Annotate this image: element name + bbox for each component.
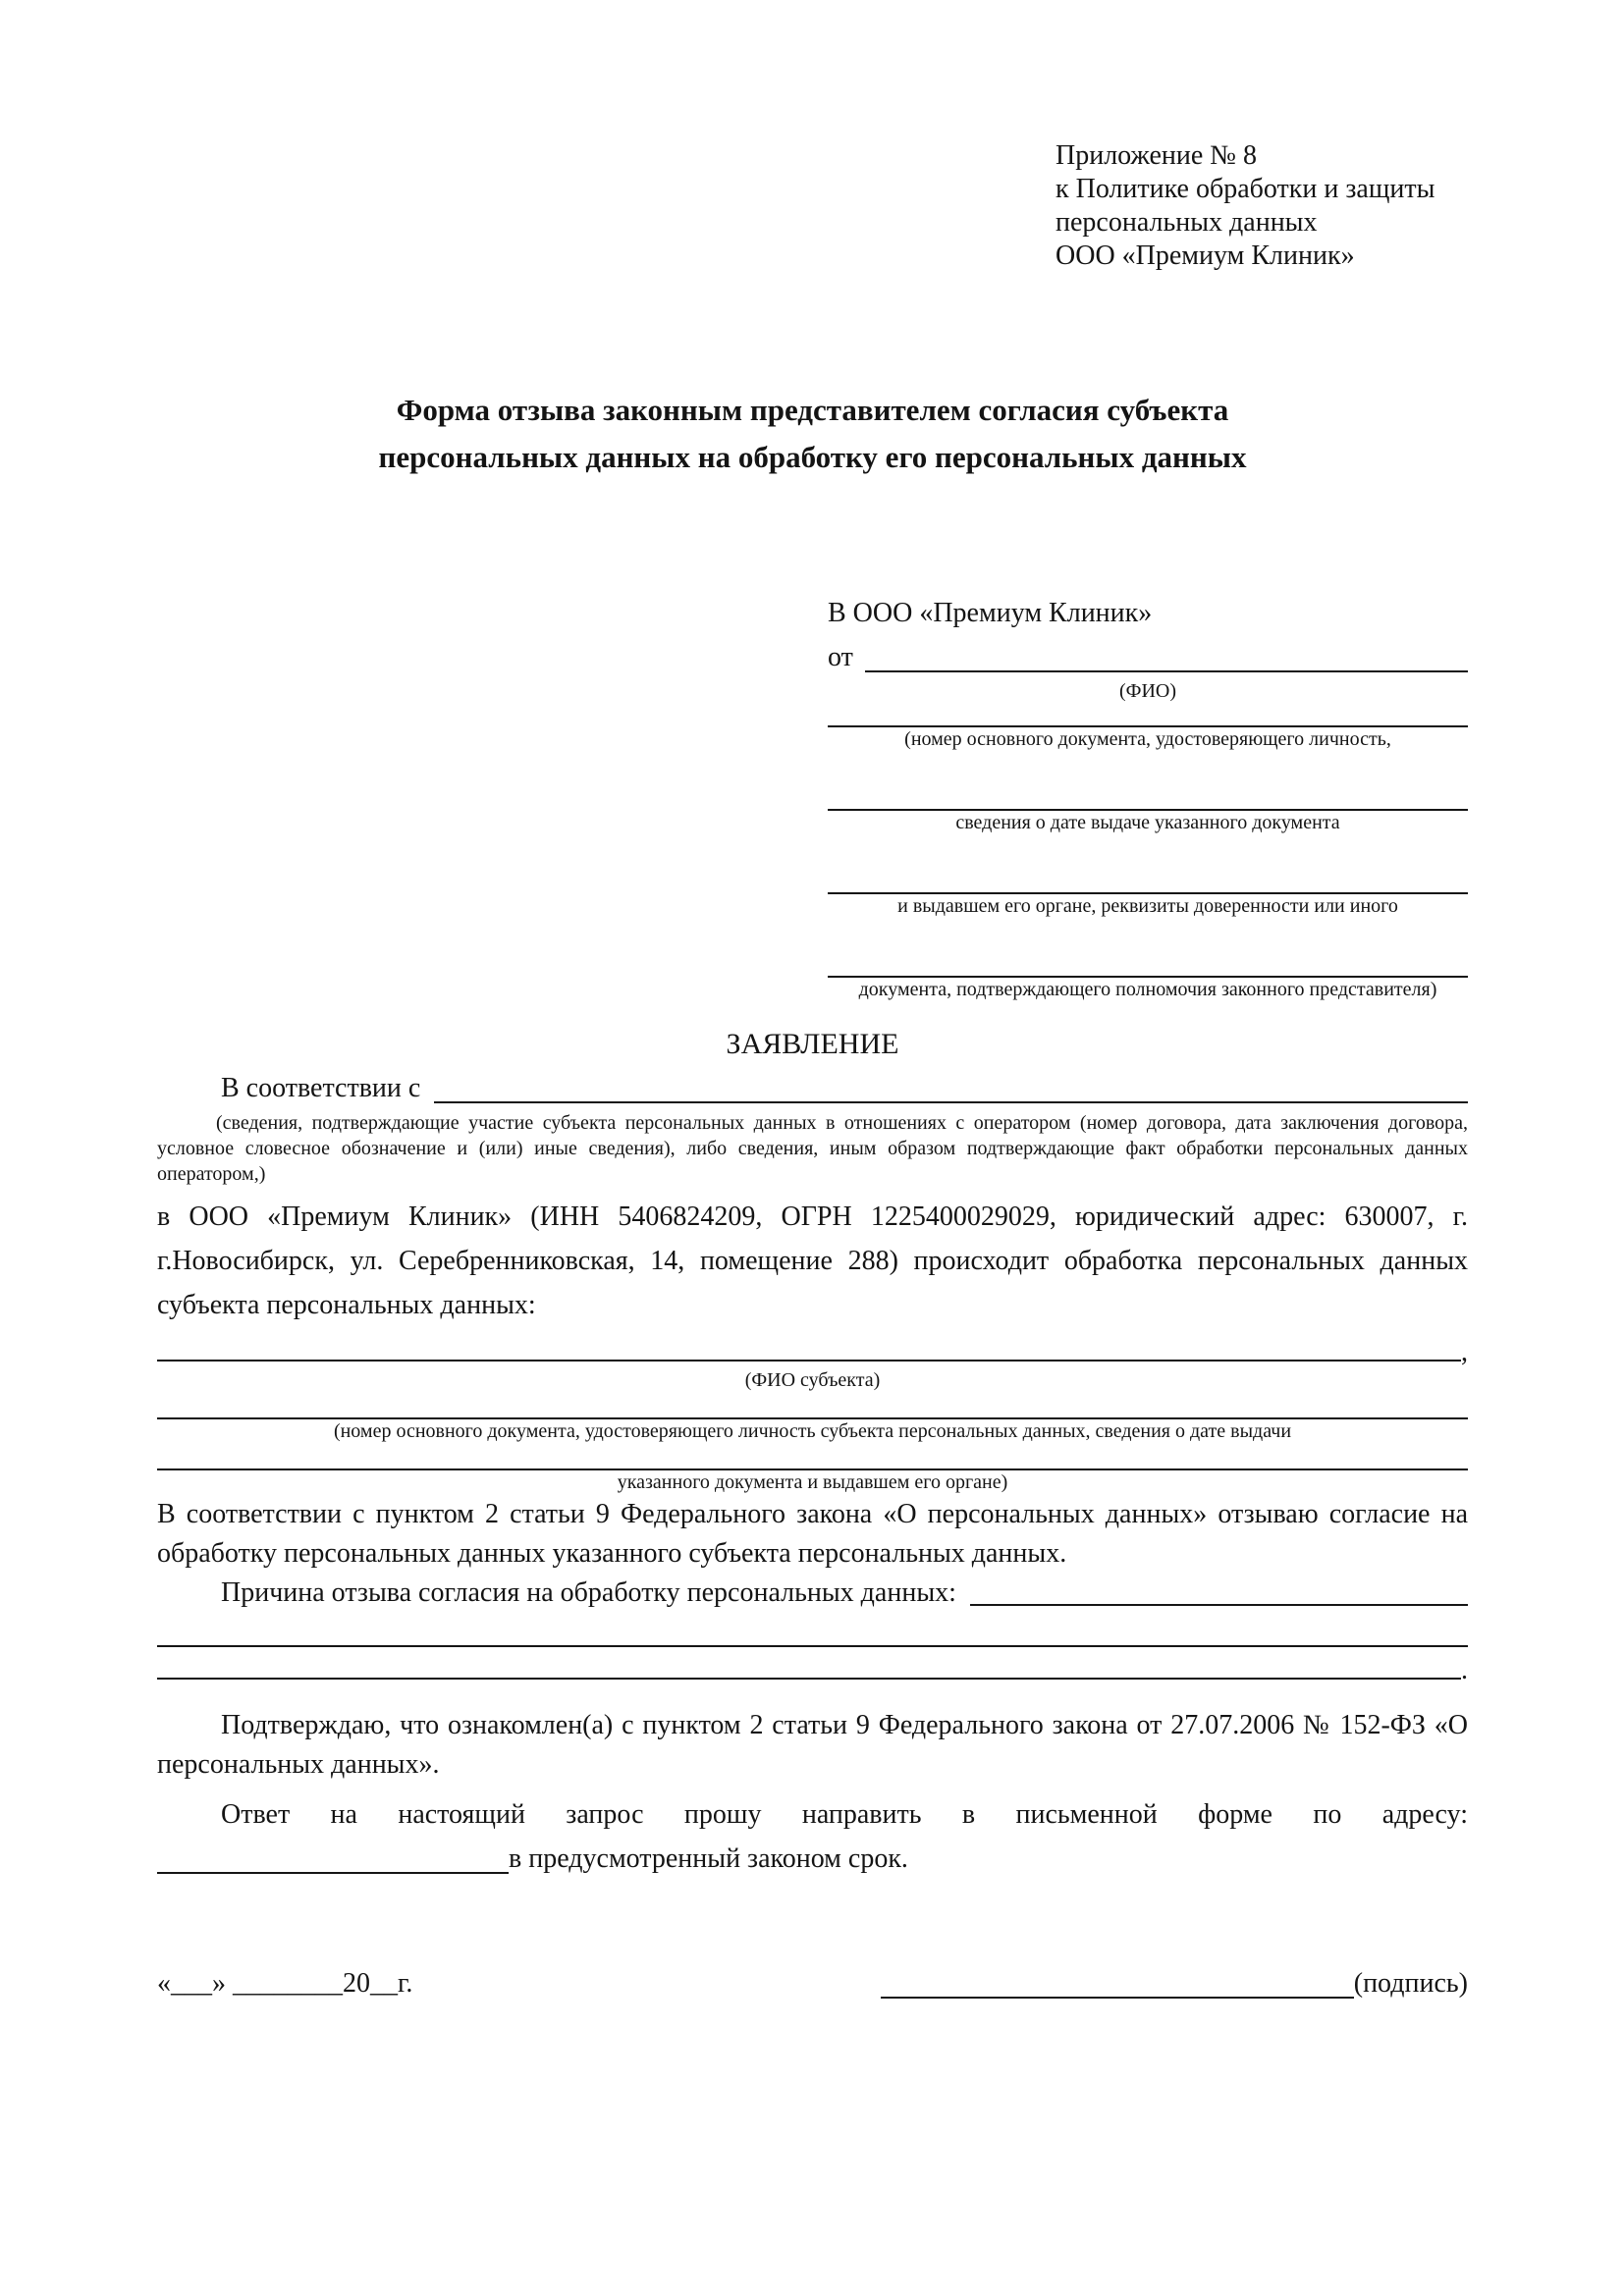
intro-label: В соответствии с [221, 1073, 421, 1103]
statement-heading: ЗАЯВЛЕНИЕ [726, 1028, 899, 1060]
subject-fio-caption: (ФИО субъекта) [744, 1369, 881, 1391]
reply-address-blank-line [157, 1872, 509, 1874]
subject-doc-caption-1: (номер основного документа, удостоверяющего личность субъекта персональных данных, сведения о дате выдачи [333, 1420, 1292, 1442]
authority-caption: документа, подтверждающего полномочия законного представителя) [858, 979, 1437, 1000]
operator-paragraph: в ООО «Премиум Клиник» (ИНН 5406824209, ОГРН 1225400029029, юридический адрес: 630007, г. г.Новосибирск, ул. Серебренниковская, 14, помещение 288) происходит обработка персональных данных субъекта персональных данных: [157, 1201, 1468, 1320]
company-name: ООО «Премиум Клиник» [1056, 240, 1355, 271]
reason-row [157, 1574, 1468, 1613]
document-title-line2: персональных данных на обработку его персональных данных [378, 440, 1247, 474]
reason-continuation-line-1 [157, 1645, 1468, 1647]
withdrawal-paragraph: В соответствии с пунктом 2 статьи 9 Федерального закона «О персональных данных» отзываю согласие на обработку персональных данных указанного субъекта персональных данных. [157, 1499, 1468, 1569]
doc-number-caption: (номер основного документа, удостоверяющего личность, [904, 728, 1391, 750]
document-title-line1: Форма отзыва законным представителем согласия субъекта [396, 393, 1229, 427]
subject-fio-suffix: , [1461, 1337, 1468, 1367]
reply-address-row [157, 1837, 1468, 1881]
footer-row [157, 1961, 1468, 2005]
intro-blank-line [434, 1101, 1468, 1103]
issue-date-caption: сведения о дате выдаче указанного документа [955, 812, 1340, 833]
from-label: от [828, 642, 853, 672]
appendix-policy-line2: персональных данных [1056, 207, 1318, 238]
addressee-from-row [828, 635, 1468, 679]
reason-label: Причина отзыва согласия на обработку персональных данных: [221, 1577, 956, 1608]
subject-doc-caption-2: указанного документа и выдавшем его органе) [617, 1471, 1008, 1493]
appendix-header [1056, 139, 1468, 273]
from-fio-blank-line [865, 670, 1468, 672]
appendix-number: Приложение № 8 [1056, 140, 1257, 171]
appendix-policy-line: к Политике обработки и защиты [1056, 174, 1435, 204]
reply-suffix: в предусмотренный законом срок. [509, 1843, 908, 1874]
addressee-block [828, 591, 1468, 1002]
intro-footnote: (сведения, подтверждающие участие субъекта персональных данных в отношениях с оператором (номер договора, дата заключения договора, условное словесное обозначение и (или) иные сведения), либо сведения, иным образом подтверждающие факт обработки персональных данных оператором,) [157, 1112, 1468, 1185]
reason-line-suffix: . [1461, 1655, 1468, 1685]
reason-continuation-line-2 [157, 1678, 1461, 1680]
statement-intro-row [157, 1066, 1468, 1110]
reply-paragraph: Ответ на настоящий запрос прошу направить в письменной форме по адресу: [221, 1799, 1468, 1830]
date-blank: «___» ________20__г. [157, 1968, 413, 1999]
reason-continuation-row-2 [157, 1655, 1468, 1686]
signature-group [881, 1961, 1468, 2005]
reason-blank-line [970, 1604, 1468, 1606]
signature-blank-line [881, 1997, 1354, 1999]
acknowledge-paragraph: Подтверждаю, что ознакомлен(а) с пунктом 2 статьи 9 Федерального закона от 27.07.2006 № 152-ФЗ «О персональных данных». [157, 1710, 1468, 1780]
signature-caption: (подпись) [1353, 1968, 1468, 1999]
subject-fio-row [157, 1337, 1468, 1368]
subject-fio-blank-line [157, 1360, 1461, 1362]
document-title [157, 387, 1468, 481]
fio-caption: (ФИО) [1118, 680, 1176, 702]
issuer-caption: и выдавшем его органе, реквизиты доверенности или иного [897, 895, 1398, 917]
addressee-to: В ООО «Премиум Клиник» [828, 598, 1153, 628]
